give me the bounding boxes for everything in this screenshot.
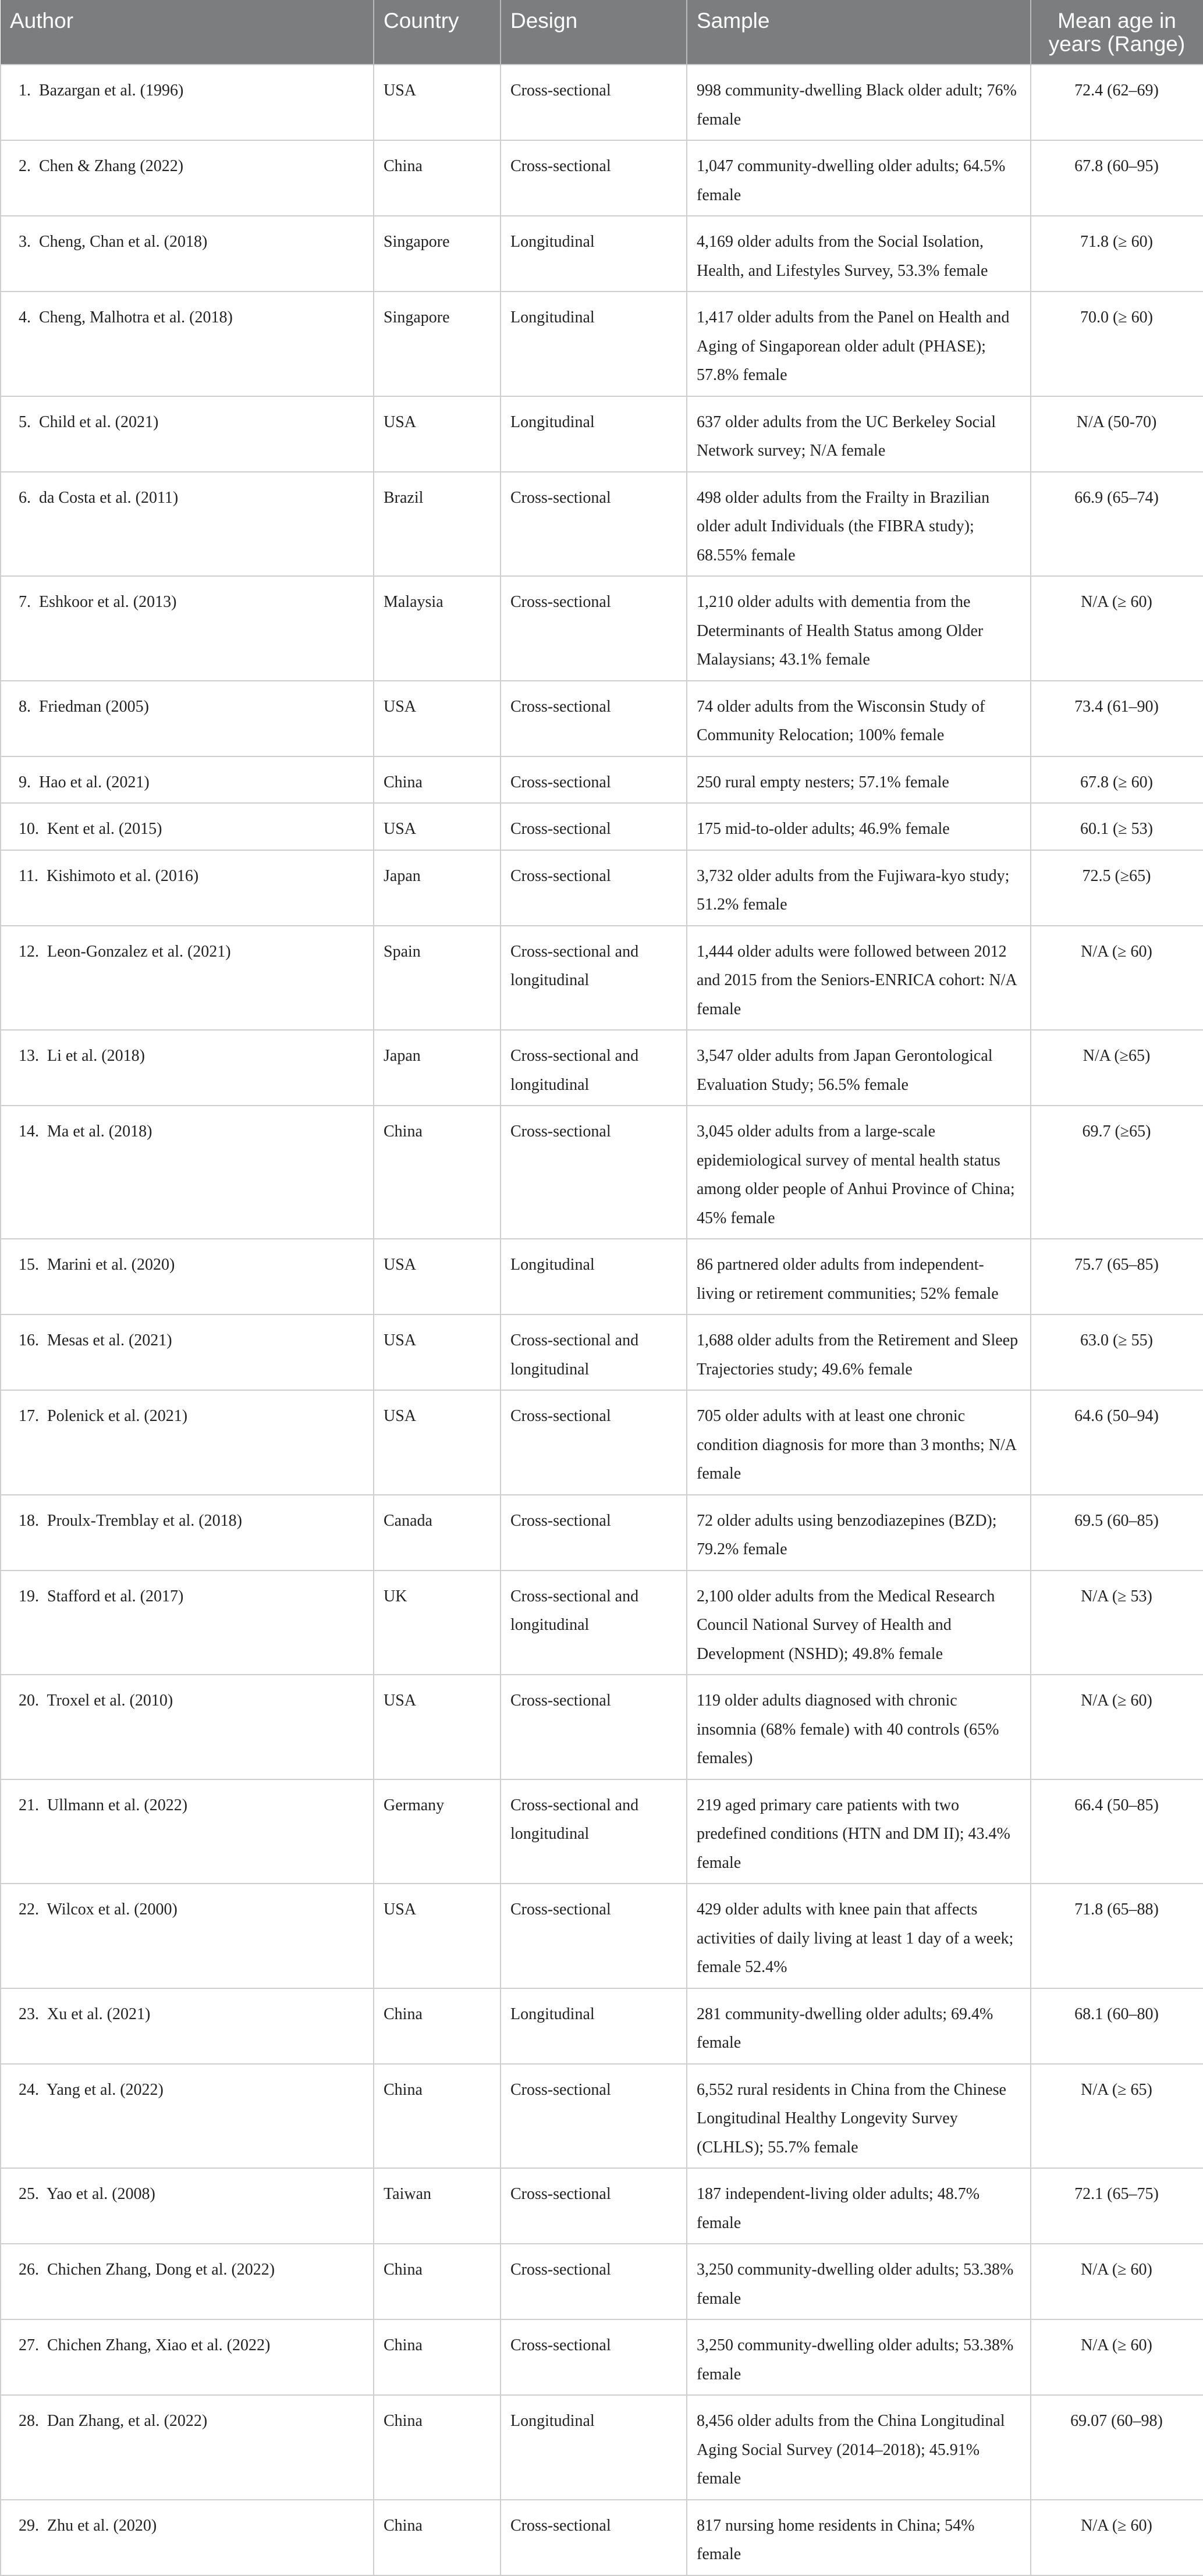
cell-author: 9. Hao et al. (2021) <box>1 756 374 804</box>
cell-author: 25. Yao et al. (2008) <box>1 2168 374 2244</box>
cell-sample: 281 community-dwelling older adults; 69.4% female <box>687 1988 1031 2064</box>
cell-mean-age: 64.6 (50–94) <box>1031 1390 1203 1495</box>
cell-author: 11. Kishimoto et al. (2016) <box>1 850 374 926</box>
header-mean-age: Mean age in years (Range) <box>1031 0 1203 65</box>
cell-sample: 3,250 community-dwelling older adults; 53.38% female <box>687 2319 1031 2395</box>
cell-mean-age: N/A (≥ 53) <box>1031 1571 1203 1675</box>
cell-sample: 4,169 older adults from the Social Isolation, Health, and Lifestyles Survey, 53.3% female <box>687 216 1031 292</box>
cell-mean-age: N/A (≥ 60) <box>1031 2319 1203 2395</box>
cell-mean-age: N/A (≥ 65) <box>1031 2064 1203 2169</box>
cell-mean-age: 69.07 (60–98) <box>1031 2395 1203 2500</box>
cell-design: Cross-sectional <box>501 2500 687 2575</box>
cell-design: Cross-sectional <box>501 681 687 756</box>
cell-mean-age: N/A (≥ 60) <box>1031 1675 1203 1779</box>
table-row <box>1 850 1203 926</box>
table-row <box>1 2168 1203 2244</box>
cell-country: USA <box>374 65 501 140</box>
cell-author: 28. Dan Zhang, et al. (2022) <box>1 2395 374 2500</box>
cell-author: 2. Chen & Zhang (2022) <box>1 140 374 216</box>
cell-sample: 3,732 older adults from the Fujiwara-kyo study; 51.2% female <box>687 850 1031 926</box>
cell-mean-age: 63.0 (≥ 55) <box>1031 1314 1203 1390</box>
cell-mean-age: 73.4 (61–90) <box>1031 681 1203 756</box>
cell-mean-age: N/A (≥ 60) <box>1031 2500 1203 2575</box>
cell-design: Cross-sectional <box>501 1884 687 1988</box>
cell-author: 27. Chichen Zhang, Xiao et al. (2022) <box>1 2319 374 2395</box>
cell-country: USA <box>374 1239 501 1314</box>
cell-author: 29. Zhu et al. (2020) <box>1 2500 374 2575</box>
cell-country: China <box>374 2064 501 2169</box>
cell-country: Japan <box>374 850 501 926</box>
cell-sample: 74 older adults from the Wisconsin Study of Community Relocation; 100% female <box>687 681 1031 756</box>
table-row <box>1 216 1203 292</box>
cell-sample: 250 rural empty nesters; 57.1% female <box>687 756 1031 804</box>
cell-sample: 498 older adults from the Frailty in Brazilian older adult Individuals (the FIBRA study); 68.55% female <box>687 472 1031 577</box>
cell-author: 4. Cheng, Malhotra et al. (2018) <box>1 292 374 396</box>
cell-sample: 1,210 older adults with dementia from the Determinants of Health Status among Older Malaysians; 43.1% female <box>687 576 1031 681</box>
cell-mean-age: 69.7 (≥65) <box>1031 1106 1203 1239</box>
cell-country: China <box>374 1106 501 1239</box>
cell-mean-age: 68.1 (60–80) <box>1031 1988 1203 2064</box>
cell-author: 19. Stafford et al. (2017) <box>1 1571 374 1675</box>
cell-mean-age: 69.5 (60–85) <box>1031 1495 1203 1571</box>
cell-author: 10. Kent et al. (2015) <box>1 803 374 850</box>
cell-mean-age: 60.1 (≥ 53) <box>1031 803 1203 850</box>
table-row <box>1 1239 1203 1314</box>
table-row <box>1 1779 1203 1884</box>
table-row <box>1 396 1203 472</box>
table-row <box>1 2500 1203 2575</box>
cell-mean-age: 72.1 (65–75) <box>1031 2168 1203 2244</box>
cell-country: UK <box>374 1571 501 1675</box>
cell-mean-age: 67.8 (≥ 60) <box>1031 756 1203 804</box>
table-row <box>1 1988 1203 2064</box>
cell-design: Cross-sectional <box>501 140 687 216</box>
cell-design: Longitudinal <box>501 216 687 292</box>
cell-design: Cross-sectional and longitudinal <box>501 1779 687 1884</box>
table-header <box>1 0 1203 65</box>
table-row <box>1 65 1203 140</box>
cell-design: Longitudinal <box>501 2395 687 2500</box>
cell-design: Cross-sectional and longitudinal <box>501 1314 687 1390</box>
cell-country: USA <box>374 396 501 472</box>
cell-sample: 705 older adults with at least one chronic condition diagnosis for more than 3 months; N/A female <box>687 1390 1031 1495</box>
cell-design: Cross-sectional <box>501 2244 687 2319</box>
cell-sample: 6,552 rural residents in China from the Chinese Longitudinal Healthy Longevity Survey (CLHLS); 55.7% female <box>687 2064 1031 2169</box>
cell-country: Singapore <box>374 216 501 292</box>
table-row <box>1 756 1203 804</box>
cell-mean-age: 67.8 (60–95) <box>1031 140 1203 216</box>
cell-author: 23. Xu et al. (2021) <box>1 1988 374 2064</box>
cell-sample: 817 nursing home residents in China; 54% female <box>687 2500 1031 2575</box>
cell-sample: 1,688 older adults from the Retirement and Sleep Trajectories study; 49.6% female <box>687 1314 1031 1390</box>
cell-sample: 8,456 older adults from the China Longitudinal Aging Social Survey (2014–2018); 45.91% female <box>687 2395 1031 2500</box>
table-row <box>1 1106 1203 1239</box>
table-row <box>1 292 1203 396</box>
cell-mean-age: 66.4 (50–85) <box>1031 1779 1203 1884</box>
cell-design: Cross-sectional and longitudinal <box>501 926 687 1031</box>
cell-country: China <box>374 2244 501 2319</box>
cell-country: China <box>374 2319 501 2395</box>
header-design: Design <box>501 0 687 65</box>
cell-country: China <box>374 756 501 804</box>
cell-sample: 1,047 community-dwelling older adults; 64.5% female <box>687 140 1031 216</box>
cell-author: 12. Leon-Gonzalez et al. (2021) <box>1 926 374 1031</box>
table-row <box>1 472 1203 577</box>
cell-sample: 3,547 older adults from Japan Gerontological Evaluation Study; 56.5% female <box>687 1030 1031 1106</box>
cell-country: Spain <box>374 926 501 1031</box>
cell-sample: 1,444 older adults were followed between 2012 and 2015 from the Seniors-ENRICA cohort: N/A female <box>687 926 1031 1031</box>
cell-author: 21. Ullmann et al. (2022) <box>1 1779 374 1884</box>
cell-design: Cross-sectional <box>501 2168 687 2244</box>
cell-sample: 219 aged primary care patients with two predefined conditions (HTN and DM II); 43.4% female <box>687 1779 1031 1884</box>
cell-author: 16. Mesas et al. (2021) <box>1 1314 374 1390</box>
cell-sample: 187 independent-living older adults; 48.7% female <box>687 2168 1031 2244</box>
cell-mean-age: 70.0 (≥ 60) <box>1031 292 1203 396</box>
header-sample: Sample <box>687 0 1031 65</box>
header-row <box>1 0 1203 65</box>
cell-design: Longitudinal <box>501 1239 687 1314</box>
cell-design: Longitudinal <box>501 396 687 472</box>
cell-country: Malaysia <box>374 576 501 681</box>
cell-design: Cross-sectional <box>501 1390 687 1495</box>
cell-country: USA <box>374 1675 501 1779</box>
cell-country: Brazil <box>374 472 501 577</box>
table-row <box>1 1314 1203 1390</box>
cell-sample: 119 older adults diagnosed with chronic insomnia (68% female) with 40 controls (65% females) <box>687 1675 1031 1779</box>
cell-design: Cross-sectional <box>501 472 687 577</box>
cell-country: Singapore <box>374 292 501 396</box>
cell-sample: 429 older adults with knee pain that affects activities of daily living at least 1 day of a week; female 52.4% <box>687 1884 1031 1988</box>
cell-country: China <box>374 2500 501 2575</box>
cell-sample: 86 partnered older adults from independent-living or retirement communities; 52% female <box>687 1239 1031 1314</box>
cell-author: 24. Yang et al. (2022) <box>1 2064 374 2169</box>
cell-design: Longitudinal <box>501 292 687 396</box>
cell-design: Cross-sectional and longitudinal <box>501 1030 687 1106</box>
cell-country: Germany <box>374 1779 501 1884</box>
table-row <box>1 1675 1203 1779</box>
cell-mean-age: 71.8 (≥ 60) <box>1031 216 1203 292</box>
cell-author: 13. Li et al. (2018) <box>1 1030 374 1106</box>
cell-country: USA <box>374 803 501 850</box>
table-row <box>1 1495 1203 1571</box>
cell-sample: 1,417 older adults from the Panel on Health and Aging of Singaporean older adult (PHASE); 57.8% female <box>687 292 1031 396</box>
table-row <box>1 803 1203 850</box>
header-country: Country <box>374 0 501 65</box>
table-row <box>1 2244 1203 2319</box>
cell-author: 7. Eshkoor et al. (2013) <box>1 576 374 681</box>
table-body <box>1 65 1203 2575</box>
cell-author: 14. Ma et al. (2018) <box>1 1106 374 1239</box>
cell-design: Cross-sectional <box>501 1495 687 1571</box>
cell-mean-age: 75.7 (65–85) <box>1031 1239 1203 1314</box>
cell-author: 20. Troxel et al. (2010) <box>1 1675 374 1779</box>
cell-country: Canada <box>374 1495 501 1571</box>
cell-sample: 175 mid-to-older adults; 46.9% female <box>687 803 1031 850</box>
cell-author: 18. Proulx-Tremblay et al. (2018) <box>1 1495 374 1571</box>
table-row <box>1 2064 1203 2169</box>
table-row <box>1 1030 1203 1106</box>
cell-mean-age: N/A (≥ 60) <box>1031 926 1203 1031</box>
header-author: Author <box>1 0 374 65</box>
cell-country: USA <box>374 1390 501 1495</box>
cell-mean-age: 71.8 (65–88) <box>1031 1884 1203 1988</box>
cell-mean-age: N/A (≥65) <box>1031 1030 1203 1106</box>
cell-author: 3. Cheng, Chan et al. (2018) <box>1 216 374 292</box>
cell-design: Cross-sectional <box>501 756 687 804</box>
cell-design: Cross-sectional <box>501 65 687 140</box>
cell-country: China <box>374 2395 501 2500</box>
cell-author: 15. Marini et al. (2020) <box>1 1239 374 1314</box>
cell-country: China <box>374 140 501 216</box>
cell-country: China <box>374 1988 501 2064</box>
table-row <box>1 681 1203 756</box>
table-row <box>1 2319 1203 2395</box>
cell-sample: 3,045 older adults from a large-scale epidemiological survey of mental health status among older people of Anhui Province of China; 45% female <box>687 1106 1031 1239</box>
cell-country: USA <box>374 1314 501 1390</box>
cell-sample: 998 community-dwelling Black older adult; 76% female <box>687 65 1031 140</box>
cell-mean-age: N/A (≥ 60) <box>1031 2244 1203 2319</box>
cell-mean-age: N/A (50-70) <box>1031 396 1203 472</box>
cell-design: Cross-sectional and longitudinal <box>501 1571 687 1675</box>
cell-design: Cross-sectional <box>501 2319 687 2395</box>
cell-sample: 3,250 community-dwelling older adults; 53.38% female <box>687 2244 1031 2319</box>
table-row <box>1 576 1203 681</box>
cell-author: 8. Friedman (2005) <box>1 681 374 756</box>
table-row <box>1 1390 1203 1495</box>
table-row <box>1 1571 1203 1675</box>
cell-design: Cross-sectional <box>501 803 687 850</box>
cell-mean-age: 66.9 (65–74) <box>1031 472 1203 577</box>
cell-country: Taiwan <box>374 2168 501 2244</box>
cell-mean-age: 72.5 (≥65) <box>1031 850 1203 926</box>
cell-author: 5. Child et al. (2021) <box>1 396 374 472</box>
cell-author: 6. da Costa et al. (2011) <box>1 472 374 577</box>
cell-design: Longitudinal <box>501 1988 687 2064</box>
cell-country: Japan <box>374 1030 501 1106</box>
table-row <box>1 2395 1203 2500</box>
table-row <box>1 926 1203 1031</box>
cell-sample: 2,100 older adults from the Medical Research Council National Survey of Health and Development (NSHD); 49.8% female <box>687 1571 1031 1675</box>
cell-author: 26. Chichen Zhang, Dong et al. (2022) <box>1 2244 374 2319</box>
cell-design: Cross-sectional <box>501 850 687 926</box>
cell-design: Cross-sectional <box>501 1106 687 1239</box>
table-row <box>1 140 1203 216</box>
cell-country: USA <box>374 681 501 756</box>
cell-author: 22. Wilcox et al. (2000) <box>1 1884 374 1988</box>
cell-author: 1. Bazargan et al. (1996) <box>1 65 374 140</box>
cell-author: 17. Polenick et al. (2021) <box>1 1390 374 1495</box>
cell-design: Cross-sectional <box>501 576 687 681</box>
cell-sample: 637 older adults from the UC Berkeley Social Network survey; N/A female <box>687 396 1031 472</box>
cell-mean-age: N/A (≥ 60) <box>1031 576 1203 681</box>
table-row <box>1 1884 1203 1988</box>
cell-country: USA <box>374 1884 501 1988</box>
cell-design: Cross-sectional <box>501 1675 687 1779</box>
cell-sample: 72 older adults using benzodiazepines (BZD); 79.2% female <box>687 1495 1031 1571</box>
cell-design: Cross-sectional <box>501 2064 687 2169</box>
cell-mean-age: 72.4 (62–69) <box>1031 65 1203 140</box>
